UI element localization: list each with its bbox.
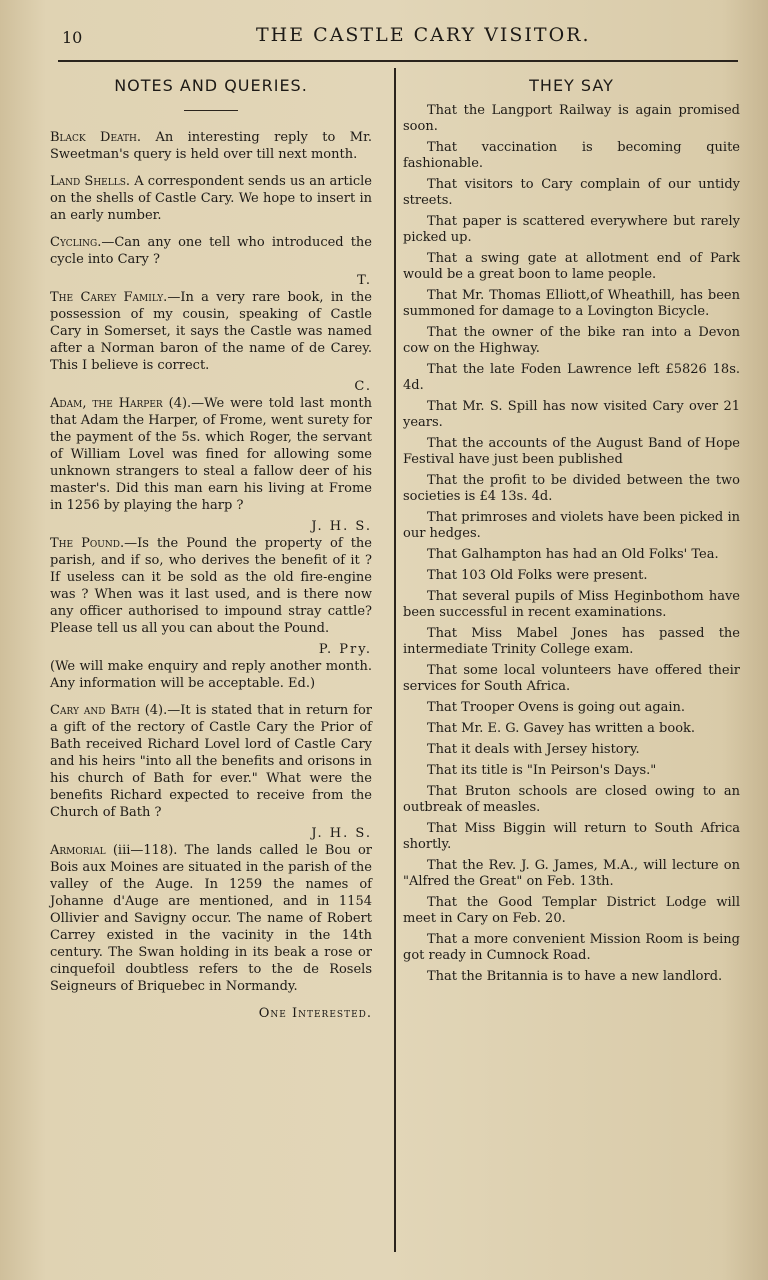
note-signature: J. H. S. xyxy=(311,826,372,841)
they-say-item: That the accounts of the August Band of Hope Festival have just been published xyxy=(403,436,740,467)
running-title: THE CASTLE CARY VISITOR. xyxy=(256,24,591,46)
note-signature: C. xyxy=(354,379,372,394)
they-say-item: That its title is "In Peirson's Days." xyxy=(427,763,657,778)
they-say-item: That the profit to be divided between the two societies is £4 13s. 4d. xyxy=(403,473,740,504)
they-say-item: That visitors to Cary complain of our untidy streets. xyxy=(403,177,740,208)
they-say-item: That the owner of the bike ran into a Devon cow on the Highway. xyxy=(403,325,740,356)
note-signature: J. H. S. xyxy=(311,519,372,534)
they-say-item: That Mr. Thomas Elliott,of Wheathill, has been summoned for damage to a Lovington Bicycle. xyxy=(403,288,740,319)
note-entry xyxy=(50,234,372,268)
note-entry xyxy=(50,535,372,637)
notes-list xyxy=(50,129,372,995)
note-body: —Is the Pound the property of the parish, and if so, who derives the benefit of it ? If useless can it be sold as the old fire-engine was ? When was it last used, and is there now any officer authorised to impound stray cattle? Please tell us all you can about the Pound. xyxy=(50,536,372,636)
note-entry xyxy=(50,658,372,692)
they-say-item: That Miss Biggin will return to South Africa shortly. xyxy=(403,821,740,852)
notes-and-queries-column xyxy=(50,70,372,1022)
note-entry xyxy=(50,395,372,514)
final-signature: One Interested. xyxy=(258,1006,372,1021)
note-signature: T. xyxy=(357,273,372,288)
note-signature: P. Pry. xyxy=(318,642,372,657)
note-body: (iii—118). The lands called le Bou or Bois aux Moines are situated in the parish of the valley of the Auge. In 1259 the names of Johanne d'Auge are mentioned, and in 1154 Ollivier and Savigny occur. The name of Robert Carrey existed in the vacinity in the 14th century. The Swan holding in its beak a rose or cinquefoil doubtless refers to the de Rosels Seigneurs of Briquebec in Normandy. xyxy=(50,843,372,994)
note-body: (We will make enquiry and reply another month. Any information will be acceptable. Ed.) xyxy=(50,659,372,691)
they-say-list xyxy=(403,103,740,985)
note-lead: Adam, the Harper xyxy=(50,396,163,411)
they-say-item: That paper is scattered everywhere but rarely picked up. xyxy=(403,214,740,245)
note-body: —In a very rare book, in the possession of my cousin, speaking of Castle Cary in Somerset, it says the Castle was named after a Norman baron of the name of de Carey. This I believe is correct. xyxy=(50,290,372,373)
heading-rule xyxy=(184,110,238,111)
they-say-item: That some local volunteers have offered their services for South Africa. xyxy=(403,663,740,694)
page-number: 10 xyxy=(62,28,83,47)
note-body: (4).—It is stated that in return for a gift of the rectory of Castle Cary the Prior of Bath received Richard Lovel lord of Castle Cary and his heirs "into all the benefits and orisons in his church of Bath for ever." What were the benefits Richard expected to receive from the Church of Bath ? xyxy=(50,703,372,820)
notes-heading: NOTES AND QUERIES. xyxy=(114,76,308,95)
note-entry xyxy=(50,289,372,374)
note-entry xyxy=(50,702,372,821)
they-say-item: That Galhampton has had an Old Folks' Tea. xyxy=(427,547,719,562)
they-say-item: That the Langport Railway is again promised soon. xyxy=(403,103,740,134)
page-header xyxy=(58,24,744,56)
they-say-item: That the Britannia is to have a new landlord. xyxy=(427,969,723,984)
note-lead: Cycling. xyxy=(50,235,102,250)
they-say-item: That the Rev. J. G. James, M.A., will lecture on "Alfred the Great" on Feb. 13th. xyxy=(403,858,740,889)
note-body: (4).—We were told last month that Adam the Harper, of Frome, went surety for the payment of the 5s. which Roger, the servant of William Lovel was fined for allowing some unknown strangers to steal a fallow deer of his master's. Did this man earn his living at Frome in 1256 by playing the harp ? xyxy=(50,396,373,513)
they-say-item: That it deals with Jersey history. xyxy=(427,742,640,757)
they-say-item: That Bruton schools are closed owing to an outbreak of measles. xyxy=(403,784,740,815)
note-lead: The Carey Family. xyxy=(50,290,168,305)
they-say-item: That several pupils of Miss Heginbothom have been successful in recent examinations. xyxy=(403,589,740,620)
note-body: A correspondent sends us an article on the shells of Castle Cary. We hope to insert in an early number. xyxy=(50,174,372,223)
note-body: An interesting reply to Mr. Sweetman's query is held over till next month. xyxy=(50,130,372,162)
they-say-heading: THEY SAY xyxy=(529,76,614,95)
note-lead: Armorial xyxy=(50,843,106,858)
they-say-item: That a more convenient Mission Room is being got ready in Cumnock Road. xyxy=(403,932,740,963)
note-entry xyxy=(50,842,372,995)
they-say-item: That vaccination is becoming quite fashionable. xyxy=(403,140,740,171)
note-lead: Cary and Bath xyxy=(50,703,140,718)
note-lead: Black Death. xyxy=(50,130,142,145)
note-body: —Can any one tell who introduced the cycle into Cary ? xyxy=(50,235,372,267)
column-divider xyxy=(394,68,396,1252)
they-say-item: That Mr. S. Spill has now visited Cary over 21 years. xyxy=(403,399,740,430)
they-say-item: That 103 Old Folks were present. xyxy=(427,568,648,583)
they-say-item: That the Good Templar District Lodge will meet in Cary on Feb. 20. xyxy=(403,895,740,926)
they-say-item: That the late Foden Lawrence left £5826 18s. 4d. xyxy=(403,362,740,393)
header-rule xyxy=(58,60,738,62)
they-say-item: That a swing gate at allotment end of Park would be a great boon to lame people. xyxy=(403,251,740,282)
note-entry xyxy=(50,173,372,224)
they-say-item: That Miss Mabel Jones has passed the intermediate Trinity College exam. xyxy=(403,626,740,657)
they-say-column xyxy=(403,70,740,990)
they-say-item: That Mr. E. G. Gavey has written a book. xyxy=(427,721,696,736)
they-say-item: That Trooper Ovens is going out again. xyxy=(427,700,686,715)
they-say-item: That primroses and violets have been picked in our hedges. xyxy=(403,510,740,541)
note-entry xyxy=(50,129,372,163)
note-lead: The Pound. xyxy=(50,536,125,551)
note-lead: Land Shells. xyxy=(50,174,130,189)
